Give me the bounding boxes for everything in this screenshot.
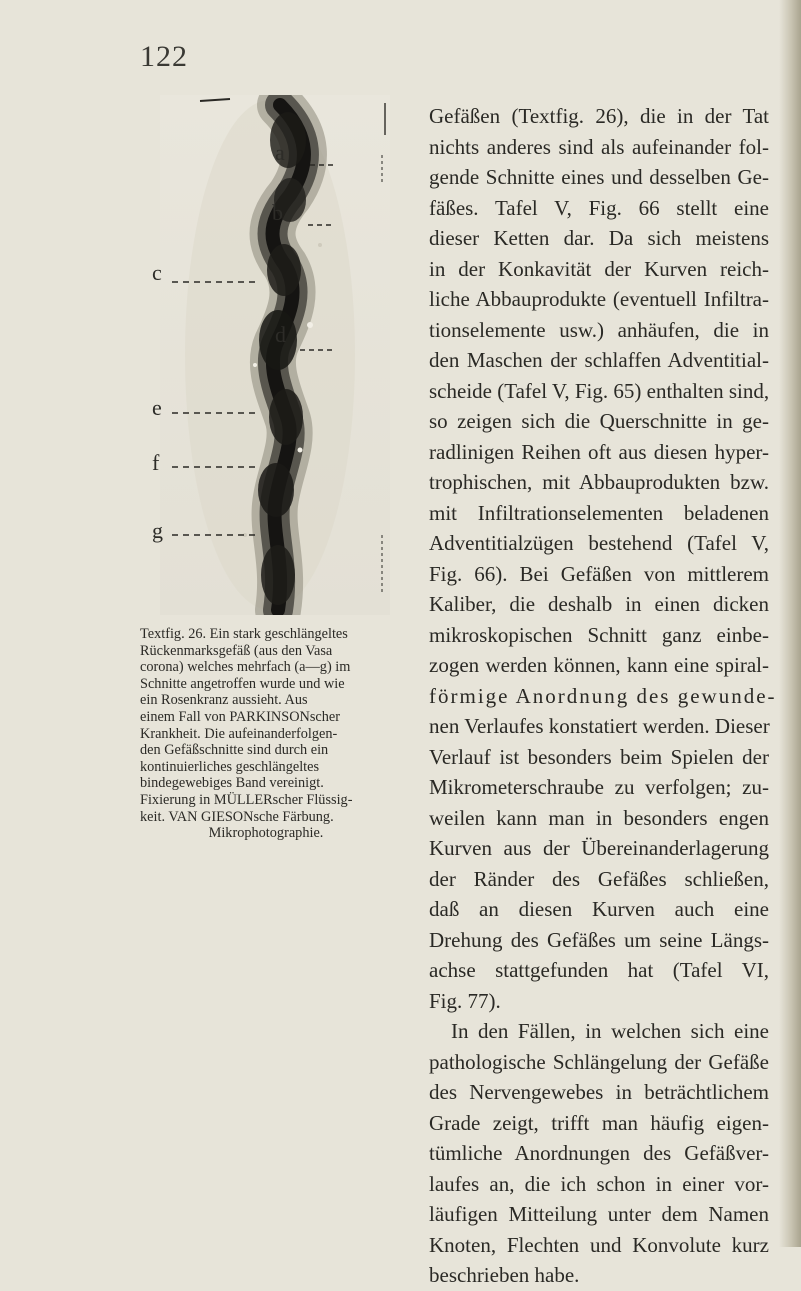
body-line: tümliche Anordnungen des Gefäßver- (429, 1141, 769, 1165)
caption-line: Mikrophotographie. (208, 825, 324, 842)
body-line: beschrieben habe. (429, 1263, 580, 1287)
body-text (429, 101, 777, 1291)
figure-caption (140, 626, 392, 842)
body-line: fäßes. Tafel V, Fig. 66 stellt eine (429, 195, 769, 220)
body-line: nichts anderes sind als aufeinander fol- (429, 134, 769, 159)
body-line: zogen werden können, kann eine spiral- (429, 653, 769, 677)
body-line: der Ränder des Gefäßes schließen, (429, 866, 769, 891)
page-number: 122 (140, 40, 188, 73)
body-line: des Nervengewebes in beträchtlichem (429, 1080, 769, 1104)
figure-label-d: d (275, 322, 286, 347)
body-line: Gefäßen (Textfig. 26), die in der Tat (429, 104, 769, 128)
body-line: Fig. 77). (429, 988, 501, 1013)
figure-label-b: b (272, 200, 283, 225)
body-line: trophischen, mit Abbauprodukten bzw. (429, 470, 769, 494)
body-line: tionselemente usw.) anhäufen, die in (429, 317, 769, 342)
body-line: Kaliber, die deshalb in einen dicken (429, 592, 769, 616)
body-line: Adventitialzügen bestehend (Tafel V, (429, 531, 769, 555)
body-line: gende Schnitte eines und desselben Ge- (429, 165, 769, 189)
body-line: scheide (Tafel V, Fig. 65) enthalten sind, (429, 378, 770, 403)
body-line: laufes an, die ich schon in einer vor- (429, 1171, 769, 1196)
caption-line: Fixierung in MÜLLERscher Flüssig- (140, 791, 353, 808)
caption-line: kontinuierliches geschlängeltes (140, 758, 320, 775)
body-line: liche Abbauprodukte (eventuell Infiltra- (429, 287, 769, 311)
body-line: dieser Ketten dar. Da sich meistens (429, 226, 769, 250)
caption-line: den Gefäßschnitte sind durch ein (140, 742, 329, 759)
caption-line: einem Fall von PARKINSONscher (140, 708, 341, 725)
caption-line: Textfig. 26. Ein stark geschlängeltes (140, 626, 348, 642)
body-line: Knoten, Flechten und Konvolute kurz (429, 1232, 769, 1257)
body-line: mikroskopischen Schnitt ganz einbe- (429, 622, 769, 647)
body-line: daß an diesen Kurven auch eine (429, 897, 769, 921)
caption-line: Schnitte angetroffen wurde und wie (140, 675, 345, 692)
caption-line: Krankheit. Die aufeinanderfolgen- (140, 725, 338, 742)
body-line: pathologische Schlängelung der Gefäße (429, 1049, 769, 1074)
body-line: Verlauf ist besonders beim Spielen der (429, 744, 769, 769)
page-edge-shadow (779, 0, 801, 1247)
body-line: radlinigen Reihen oft aus diesen hyper- (429, 439, 769, 464)
figure-label-f: f (152, 450, 160, 475)
body-line: läufigen Mitteilung unter dem Namen (429, 1202, 769, 1226)
body-line: Drehung des Gefäßes um seine Längs- (429, 927, 769, 952)
caption-line: Rückenmarksgefäß (aus den Vasa (140, 642, 333, 659)
caption-line: keit. VAN GIESONsche Färbung. (140, 808, 334, 825)
body-line: Mikrometerschraube zu verfolgen; zu- (429, 775, 769, 799)
micrograph-image (160, 95, 390, 615)
body-line: achse stattgefunden hat (Tafel VI, (429, 958, 769, 982)
body-line: mit Infiltrationselementen beladenen (429, 500, 769, 525)
figure-label-a: a (275, 140, 285, 165)
caption-line: ein Rosenkranz aussieht. Aus (140, 692, 308, 709)
body-line: nen Verlaufes konstatiert werden. Dieser (429, 714, 770, 738)
body-line: Kurven aus der Übereinanderlagerung (429, 836, 769, 860)
body-line: so zeigen sich die Querschnitte in ge- (429, 409, 769, 433)
figure-label-g: g (152, 518, 163, 543)
micrograph-figure (160, 95, 390, 615)
figure-label-c: c (152, 260, 162, 285)
body-line: förmige Anordnung des gewunde- (429, 683, 777, 708)
body-line: In den Fällen, in welchen sich eine (451, 1019, 769, 1043)
caption-line: corona) welches mehrfach (a—g) im (140, 659, 351, 676)
body-line: weilen kann man in besonders engen (429, 805, 769, 830)
body-line: in der Konkavität der Kurven reich- (429, 256, 769, 281)
body-line: Grade zeigt, trifft man häufig eigen- (429, 1110, 769, 1135)
body-line: den Maschen der schlaffen Adventitial- (429, 348, 769, 372)
figure-label-e: e (152, 395, 162, 420)
caption-line: bindegewebiges Band vereinigt. (140, 775, 324, 792)
body-line: Fig. 66). Bei Gefäßen von mittlerem (429, 561, 769, 586)
